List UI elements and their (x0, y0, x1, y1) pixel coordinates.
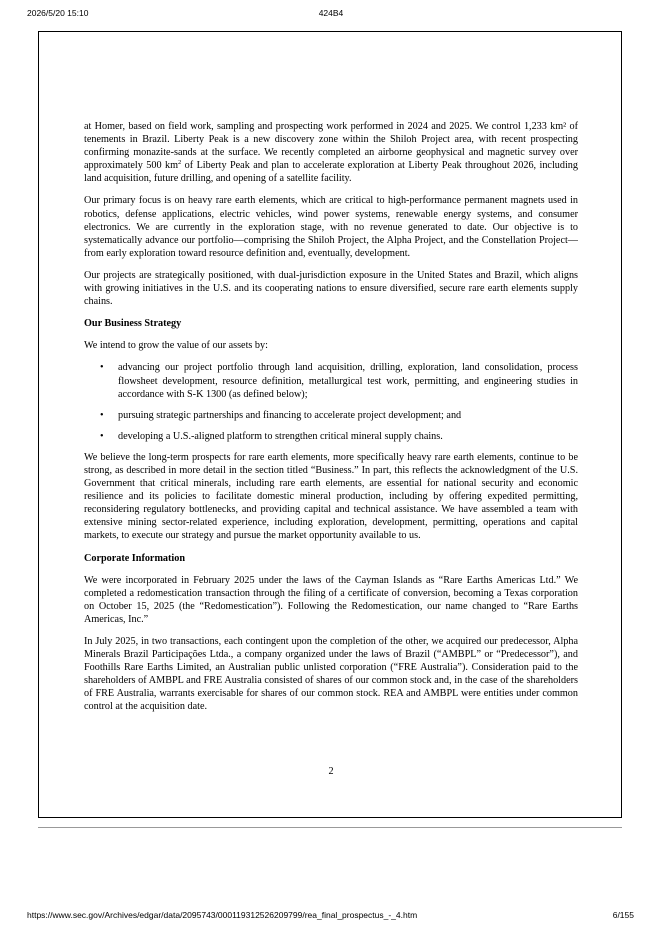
paragraph-incorporation: We were incorporated in February 2025 under the laws of the Cayman Islands as “Rare Earths Americas Ltd.” We completed a redomestication transaction through the filing of a certificate of conversion, becoming a Texas corporation on October 15, 2025 (the “Redomestication”). Following the Redomestication, our name changed to “Rare Earths Americas, Inc.” (84, 574, 578, 625)
bullet-glyph: • (100, 409, 104, 421)
print-page-count: 6/155 (612, 910, 634, 920)
paragraph-primary-focus: Our primary focus is on heavy rare earth elements, which are critical to high-performance permanent magnets used in robotics, defense applications, electric vehicles, wind power systems, renewable energy systems, and consumer electronics. We are currently in the exploration stage, with no revenue generated to date. Our objective is to systematically advance our portfolio—comprising the Shiloh Project, the Alpha Project, and the Constellation Project—from early exploration toward resource definition and, eventually, development. (84, 195, 578, 259)
superscript: 2 (178, 159, 182, 167)
list-item-text: developing a U.S.-aligned platform to strengthen critical mineral supply chains. (118, 430, 443, 442)
paragraph-strategic-position: Our projects are strategically positioned, with dual-jurisdiction exposure in the United States and Brazil, which aligns with growing initiatives in the U.S. and its cooperating nations to ensure diversified, secure rare earth elements supply chains. (84, 269, 578, 308)
heading-business-strategy: Our Business Strategy (84, 318, 182, 330)
paragraph-acquisition: In July 2025, in two transactions, each contingent upon the completion of the other, we acquired our predecessor, Alpha Minerals Brazil Participações Ltda., a company organized under the laws of Brazil (“AMBPL” or “Predecessor”), and Foothills Rare Earths Limited, an Australian public unlisted corporation (“FRE Australia”). Consideration paid to the shareholders of AMBPL and FRE Australia consisted of shares of our common stock and, in the case of the shareholders of FRE Australia, warrants exercisable for shares of our common stock. REA and AMBPL were entities under common control at the acquisition date. (84, 636, 578, 713)
document-id: 424B4 (318, 8, 344, 18)
list-item (84, 430, 578, 443)
paragraph-long-term-prospects: We believe the long-term prospects for rare earth elements, more specifically heavy rare earth elements, continue to be strong, as described in more detail in the section titled “Business.” In part, this reflects the acknowledgment of the U.S. Government that critical minerals, including rare earth elements, are essential for national security and economic resilience and its policies to facilitate domestic mineral production, including by offering expedited permitting, reconsidering regulatory bottlenecks, and providing capital and technical assistance. We have assembled a team with extensive mining sector-related experience, including exploration, development, permitting, operations and capital markets, to execute our strategy and pursue the market opportunity available to us. (84, 451, 578, 542)
paragraph-liberty-peak (84, 120, 578, 185)
page-number: 2 (328, 766, 334, 777)
list-item-text: advancing our project portfolio through land acquisition, drilling, exploration, land consolidation, process flowsheet development, resource definition, metallurgical test work, permitting, and engineering studies in accordance with S-K 1300 (as defined below); (118, 362, 578, 400)
list-item-text: pursuing strategic partnerships and financing to accelerate project development; and (118, 409, 462, 421)
heading-corporate-information: Corporate Information (84, 552, 186, 564)
paragraph-text: of Liberty Peak and plan to accelerate exploration at Liberty Peak throughout 2026, including land acquisition, future drilling, and opening of a satellite facility. (84, 160, 578, 185)
page-divider (38, 827, 622, 828)
browser-print-header (0, 8, 662, 22)
strategy-list (84, 361, 578, 442)
paragraph-intend: We intend to grow the value of our assets by: (84, 340, 268, 352)
list-item (84, 409, 578, 422)
document-body (84, 120, 578, 723)
print-datetime: 2026/5/20 15:10 (27, 8, 89, 18)
bullet-glyph: • (100, 362, 104, 374)
document-url: https://www.sec.gov/Archives/edgar/data/2095743/000119312526209799/rea_final_prospectus_-_4.htm (27, 910, 418, 920)
bullet-glyph: • (100, 430, 104, 442)
list-item (84, 361, 578, 400)
paragraph-text: at Homer, based on field work, sampling and prospecting work performed in 2024 and 2025. We control 1,233 km² of tenements in Brazil. Liberty Peak is a new discovery zone within the Shiloh Project area, with recent prospecting confirming monazite-sands at the surface. We recently completed an airborne geophysical and magnetic survey over approximately 500 km (84, 121, 578, 172)
browser-print-footer (0, 910, 662, 924)
